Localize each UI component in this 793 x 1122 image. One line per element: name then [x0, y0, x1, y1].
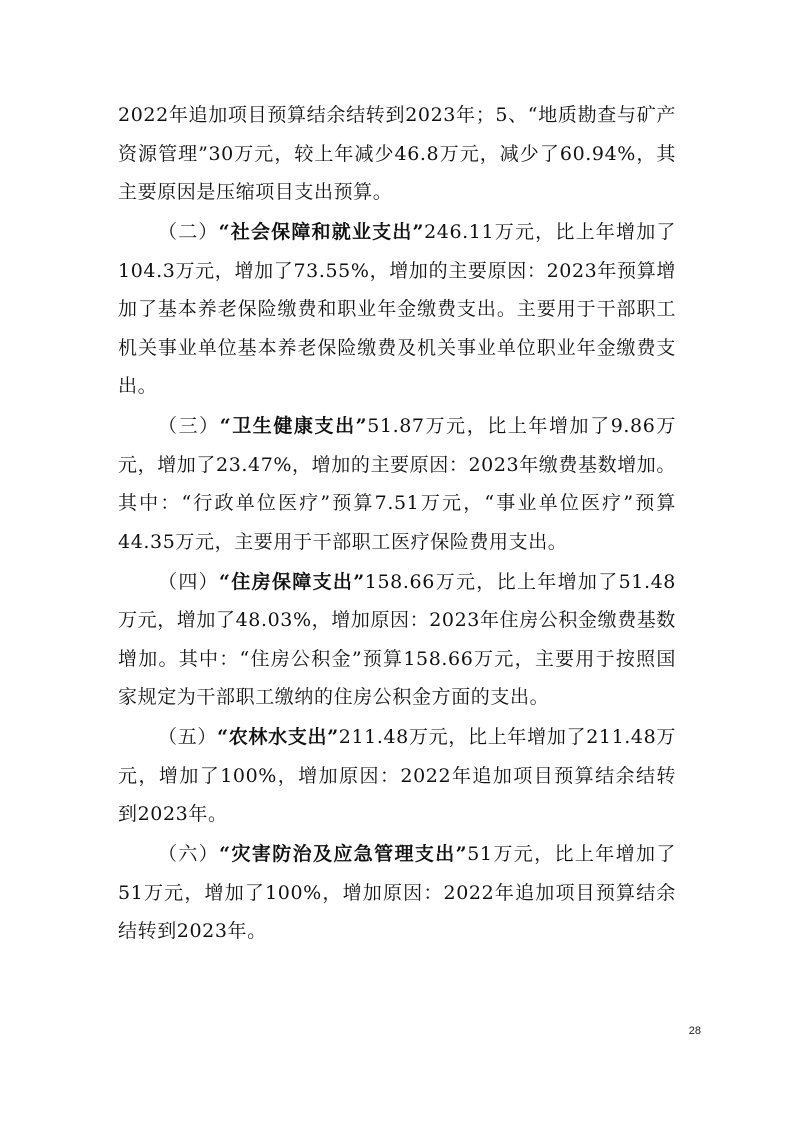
paragraph-text: 51.87万元，比上年增加了9.86万元，增加了23.47%，增加的主要原因：2023年缴费基数增加。其中：“行政单位医疗”预算7.51万元，“事业单位医疗”预算44.35万元，主要用于干部职工医疗保险费用支出。 — [118, 415, 677, 553]
paragraph-label: （六） — [158, 843, 220, 866]
paragraph-agriculture — [118, 718, 676, 834]
paragraph-label: （二） — [158, 220, 219, 243]
paragraph-social-security — [118, 213, 676, 406]
paragraph-housing — [118, 563, 676, 717]
paragraph-text: 211.48万元，比上年增加了211.48万元，增加了100%，增加原因：2022年追加项目预算结余结转到2023年。 — [118, 726, 676, 826]
paragraph-heading: “社会保障和就业支出” — [218, 220, 425, 243]
paragraph-heading: “农林水支出” — [217, 726, 339, 749]
document-body — [118, 96, 676, 952]
paragraph-geological-survey-item — [118, 96, 676, 212]
paragraph-heading: “卫生健康支出” — [219, 415, 368, 438]
paragraph-health — [118, 407, 676, 561]
paragraph-text: 51万元，比上年增加了51万元，增加了100%，增加原因：2022年追加项目预算结余结转到2023年。 — [118, 843, 676, 943]
paragraph-heading: “住房保障支出” — [219, 570, 365, 593]
paragraph-label: （三） — [158, 415, 220, 438]
paragraph-label: （四） — [158, 570, 219, 593]
paragraph-text: 158.66万元，比上年增加了51.48万元，增加了48.03%，增加原因：2023年住房公积金缴费基数增加。其中：“住房公积金”预算158.66万元，主要用于按照国家规定为干部职工缴纳的住房公积金方面的支出。 — [118, 570, 677, 709]
paragraph-text: 2022年追加项目预算结余结转到2023年；5、“地质勘查与矿产资源管理”30万元，较上年减少46.8万元，减少了60.94%，其主要原因是压缩项目支出预算。 — [118, 104, 676, 204]
page-number: 28 — [688, 1025, 701, 1037]
paragraph-heading: “灾害防治及应急管理支出” — [219, 843, 468, 866]
paragraph-disaster-prevention — [118, 835, 676, 951]
paragraph-label: （五） — [158, 726, 218, 749]
paragraph-text: 246.11万元，比上年增加了104.3万元，增加了73.55%，增加的主要原因：2023年预算增加了基本养老保险缴费和职业年金缴费支出。主要用于干部职工机关事业单位基本养老保险缴费及机关事业单位职业年金缴费支出。 — [118, 220, 676, 398]
